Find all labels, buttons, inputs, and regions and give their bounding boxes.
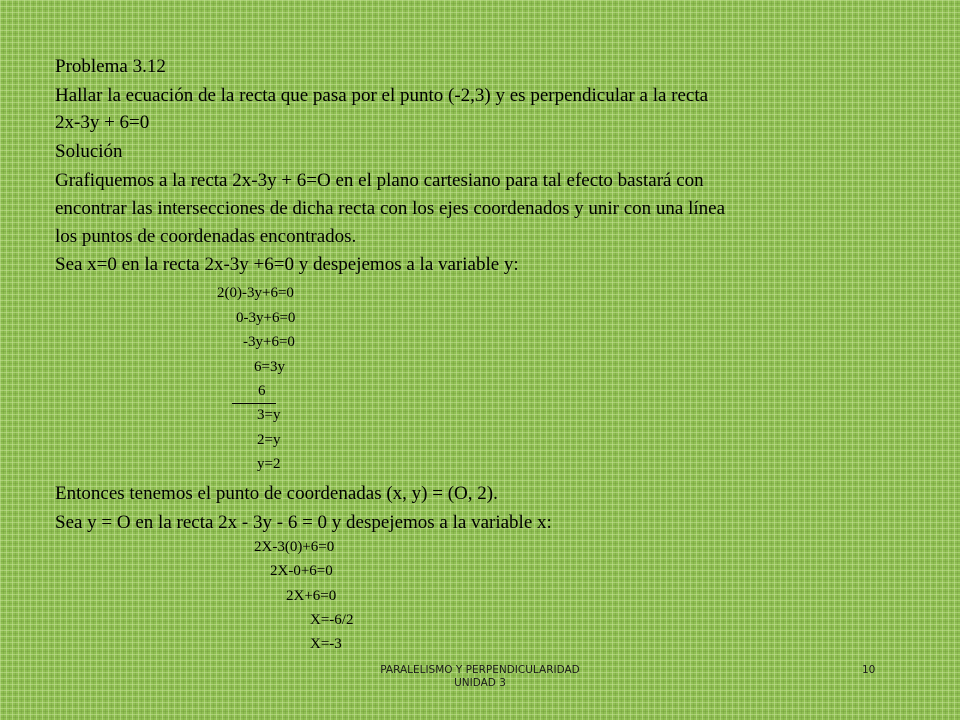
equation-step: y=2 [257,456,281,472]
substitution-y-zero: Sea y = O en la recta 2x - 3y - 6 = 0 y despejemos a la variable x: [55,512,552,533]
fraction-numerator: 6 [258,383,266,399]
fraction-bar [232,403,276,404]
equation-step: 2X+6=0 [286,588,337,604]
equation-step: 2(0)-3y+6=0 [217,285,294,301]
point-result: Entonces tenemos el punto de coordenadas (x, y) = (O, 2). [55,483,498,504]
equation-step: 6=3y [254,359,285,375]
slide-footer [350,664,610,690]
solution-text-line: los puntos de coordenadas encontrados. [55,226,357,247]
equation-step: 2=y [257,432,281,448]
equation-step: -3y+6=0 [243,334,295,350]
equation-step: 0-3y+6=0 [236,310,296,326]
page-number: 10 [862,664,876,676]
equation-step: 2X-0+6=0 [270,563,333,579]
line-equation: 2x-3y + 6=0 [55,112,150,133]
equation-step: 3=y [257,407,281,423]
equation-step: X=-3 [310,636,342,652]
problem-title: Problema 3.12 [55,56,166,77]
solution-text-line: encontrar las intersecciones de dicha recta con los ejes coordenados y unir con una línea [55,198,726,219]
footer-unit: UNIDAD 3 [454,677,506,690]
solution-text-line: Grafiquemos a la recta 2x-3y + 6=O en el plano cartesiano para tal efecto bastará con [55,170,704,191]
solution-heading: Solución [55,141,123,162]
equation-step: X=-6/2 [310,612,354,628]
substitution-x-zero: Sea x=0 en la recta 2x-3y +6=0 y despejemos a la variable y: [55,254,519,275]
footer-title: PARALELISMO Y PERPENDICULARIDAD [380,664,580,676]
problem-statement: Hallar la ecuación de la recta que pasa por el punto (-2,3) y es perpendicular a la recta [55,85,709,106]
equation-step: 2X-3(0)+6=0 [254,539,335,555]
